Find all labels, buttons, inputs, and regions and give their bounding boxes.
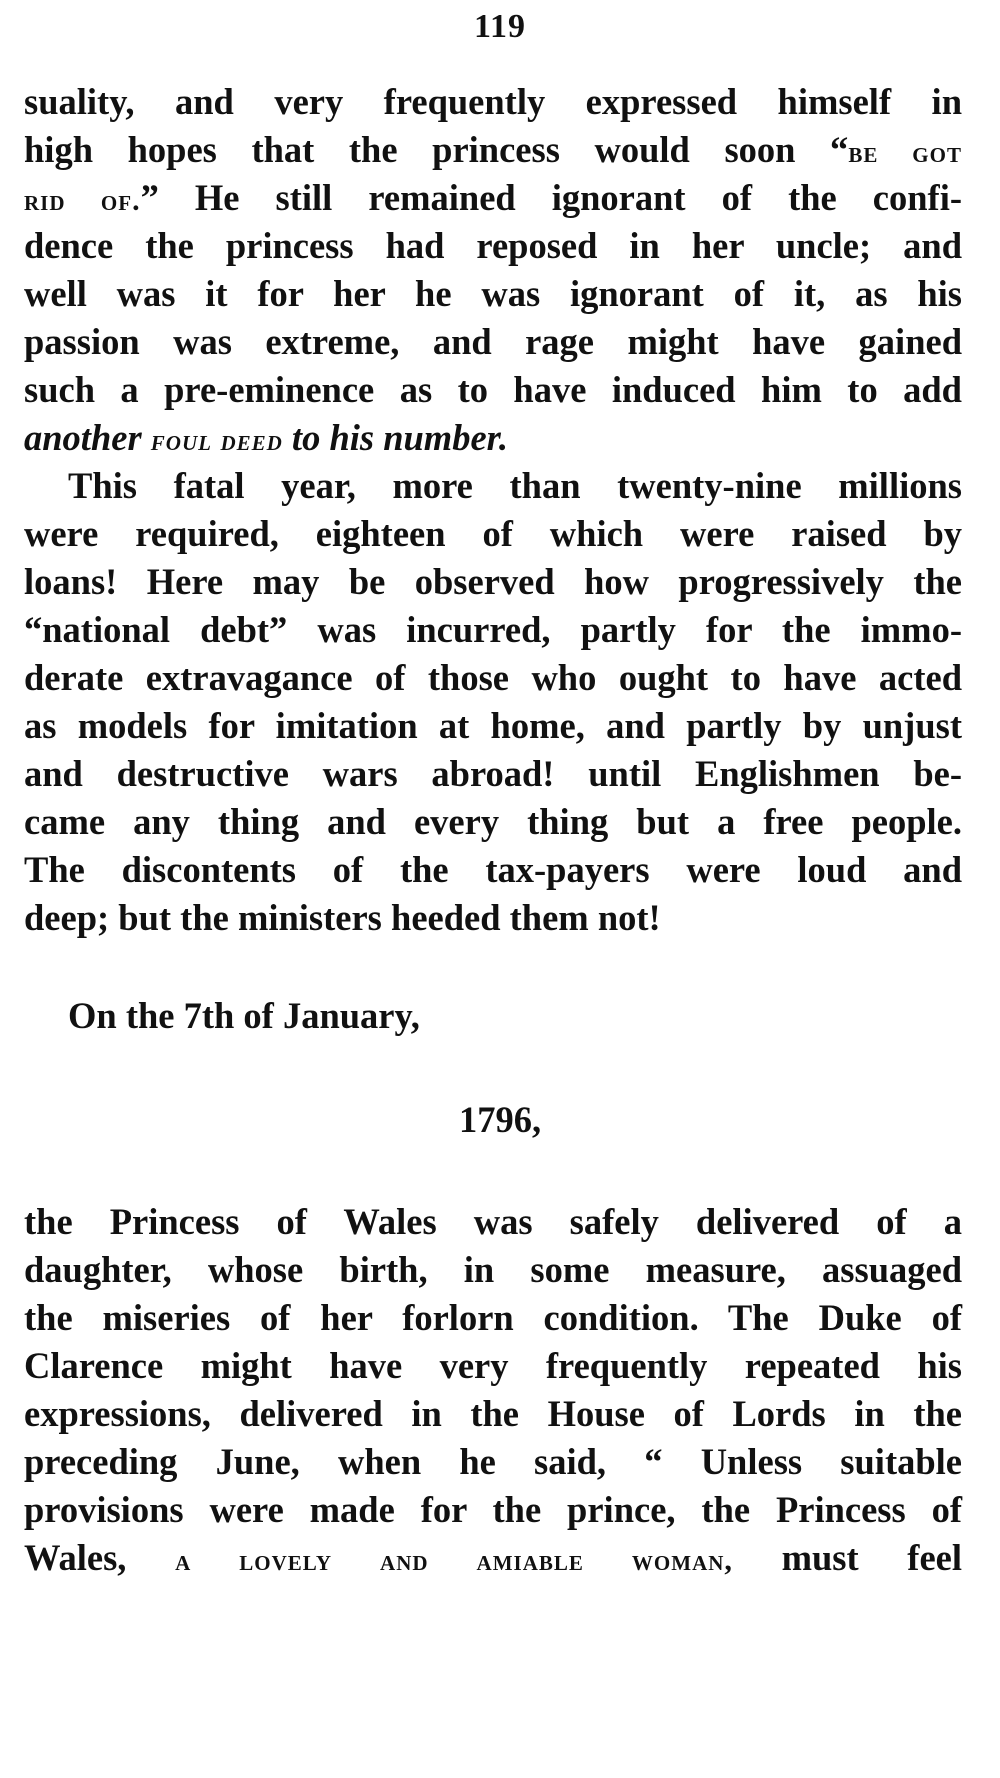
year-heading: 1796,: [458, 1099, 542, 1140]
text-line: derate extravagance of those who ought to have acted: [24, 657, 962, 698]
text-line: deep; but the ministers heeded them not!: [24, 897, 661, 938]
text-line: daughter, whose birth, in some measure, assuaged: [24, 1249, 962, 1290]
text-line: the miseries of her forlorn condition. The Duke of: [24, 1297, 962, 1338]
text-line: The discontents of the tax-payers were loud and: [24, 849, 962, 890]
text-line: Clarence might have very frequently repeated his: [24, 1345, 962, 1386]
text-line: This fatal year, more than twenty-nine millions: [68, 465, 962, 506]
text-line: came any thing and every thing but a free people.: [24, 801, 962, 842]
text-span: must feel: [732, 1537, 962, 1578]
text-line: “national debt” was incurred, partly for the immo-: [24, 609, 962, 650]
text-line: and destructive wars abroad! until Englishmen be-: [24, 753, 962, 794]
italic-phrase: another: [24, 417, 151, 458]
small-caps-phrase: be got: [848, 136, 962, 169]
text-span: high hopes that the princess would soon “: [24, 129, 849, 170]
italic-small-caps-phrase: foul deed: [150, 424, 283, 457]
text-line: provisions were made for the prince, the Princess of: [24, 1489, 962, 1530]
text-line: dence the princess had reposed in her uncle; and: [24, 225, 962, 266]
text-span: Wales,: [24, 1537, 176, 1578]
text-line: expressions, delivered in the House of Lords in the: [24, 1393, 962, 1434]
small-caps-phrase: a lovely and amiable woman,: [175, 1544, 733, 1577]
text-line: [24, 126, 962, 177]
text-line: the Princess of Wales was safely delivered of a: [24, 1201, 962, 1242]
text-line: passion was extreme, and rage might have gained: [24, 321, 962, 362]
text-line: [24, 174, 962, 225]
text-line: such a pre-eminence as to have induced him to add: [24, 369, 962, 410]
text-span: ” He still remained ignorant of the confi-: [140, 177, 962, 218]
text-line: well was it for her he was ignorant of it, as his: [24, 273, 962, 314]
text-line: [24, 1534, 962, 1585]
italic-phrase: to his number.: [282, 417, 508, 458]
text-line: loans! Here may be observed how progressively the: [24, 561, 962, 602]
text-line: preceding June, when he said, “ Unless suitable: [24, 1441, 962, 1482]
text-line: [24, 414, 962, 465]
text-line: as models for imitation at home, and partly by unjust: [24, 705, 962, 746]
text-line: suality, and very frequently expressed himself in: [24, 81, 962, 122]
text-line: were required, eighteen of which were raised by: [24, 513, 962, 554]
small-caps-phrase: rid of.: [24, 184, 141, 217]
page-number: 119: [473, 8, 527, 45]
date-intro: On the 7th of January,: [68, 995, 420, 1036]
